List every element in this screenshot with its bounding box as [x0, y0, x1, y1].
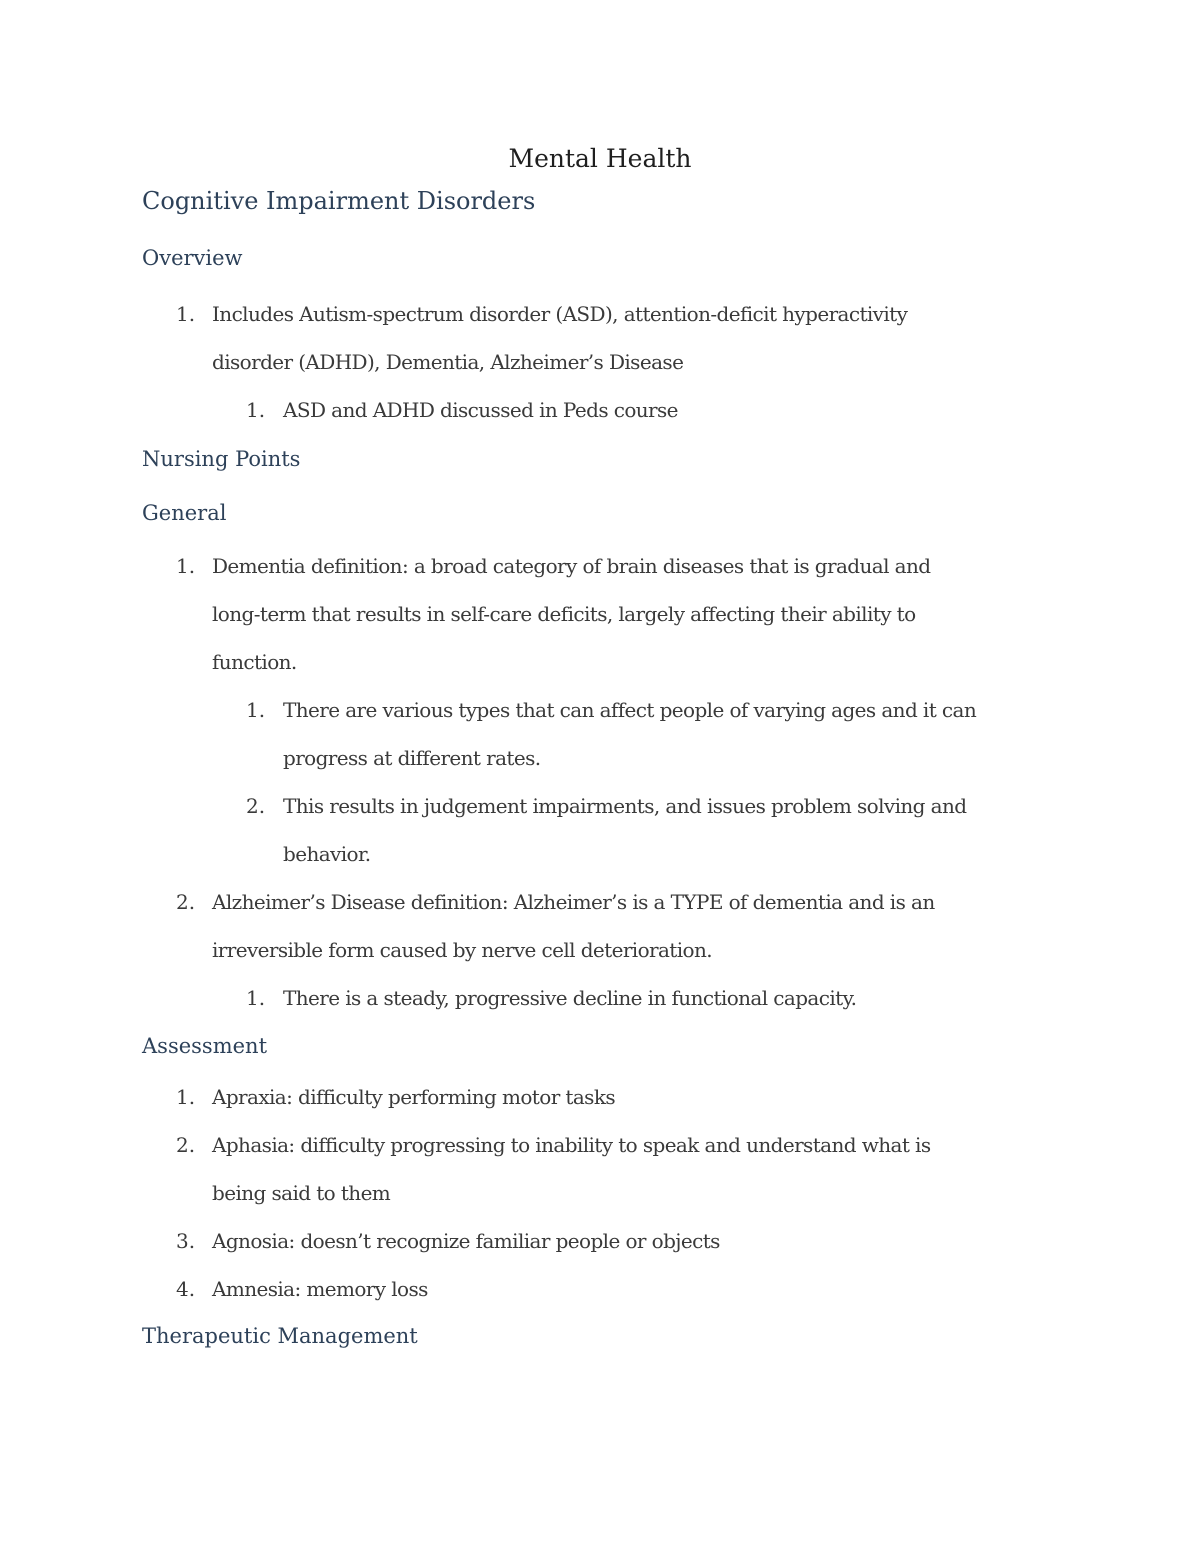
sublist-item-line: There is a steady, progressive decline in functional capacity.: [283, 986, 857, 1010]
heading-general: General: [142, 501, 227, 525]
list-item-line: Agnosia: doesn’t recognize familiar people or objects: [212, 1229, 720, 1253]
list-number: 1.: [176, 302, 196, 326]
sublist-number: 1.: [246, 398, 266, 422]
sublist-item-line: ASD and ADHD discussed in Peds course: [283, 398, 678, 422]
list-item-line: function.: [212, 650, 297, 674]
list-item-line: Amnesia: memory loss: [212, 1277, 428, 1301]
section-title: Cognitive Impairment Disorders: [142, 187, 536, 215]
list-number: 2.: [176, 890, 196, 914]
list-item-line: Apraxia: difficulty performing motor tasks: [212, 1085, 616, 1109]
list-item-line: being said to them: [212, 1181, 391, 1205]
list-number: 2.: [176, 1133, 196, 1157]
list-number: 4.: [176, 1277, 196, 1301]
list-item-line: Aphasia: difficulty progressing to inability to speak and understand what is: [212, 1133, 931, 1157]
heading-overview: Overview: [142, 246, 243, 270]
heading-nursing-points: Nursing Points: [142, 447, 301, 471]
sublist-item-line: progress at different rates.: [283, 746, 541, 770]
list-item-line: irreversible form caused by nerve cell deterioration.: [212, 938, 713, 962]
list-item-line: Alzheimer’s Disease definition: Alzheimer’s is a TYPE of dementia and is an: [212, 890, 935, 914]
sublist-number: 1.: [246, 986, 266, 1010]
list-item-line: long-term that results in self-care deficits, largely affecting their ability to: [212, 602, 916, 626]
list-item-line: Dementia definition: a broad category of brain diseases that is gradual and: [212, 554, 931, 578]
heading-assessment: Assessment: [142, 1034, 268, 1058]
sublist-item-line: This results in judgement impairments, and issues problem solving and: [283, 794, 967, 818]
list-number: 1.: [176, 1085, 196, 1109]
document-title: Mental Health: [508, 144, 692, 173]
list-item-line: disorder (ADHD), Dementia, Alzheimer’s Disease: [212, 350, 684, 374]
list-item-line: Includes Autism-spectrum disorder (ASD), attention-deficit hyperactivity: [212, 302, 908, 326]
sublist-number: 1.: [246, 698, 266, 722]
sublist-item-line: There are various types that can affect people of varying ages and it can: [283, 698, 977, 722]
list-number: 3.: [176, 1229, 196, 1253]
sublist-number: 2.: [246, 794, 266, 818]
list-number: 1.: [176, 554, 196, 578]
sublist-item-line: behavior.: [283, 842, 371, 866]
heading-therapeutic-management: Therapeutic Management: [142, 1324, 418, 1348]
